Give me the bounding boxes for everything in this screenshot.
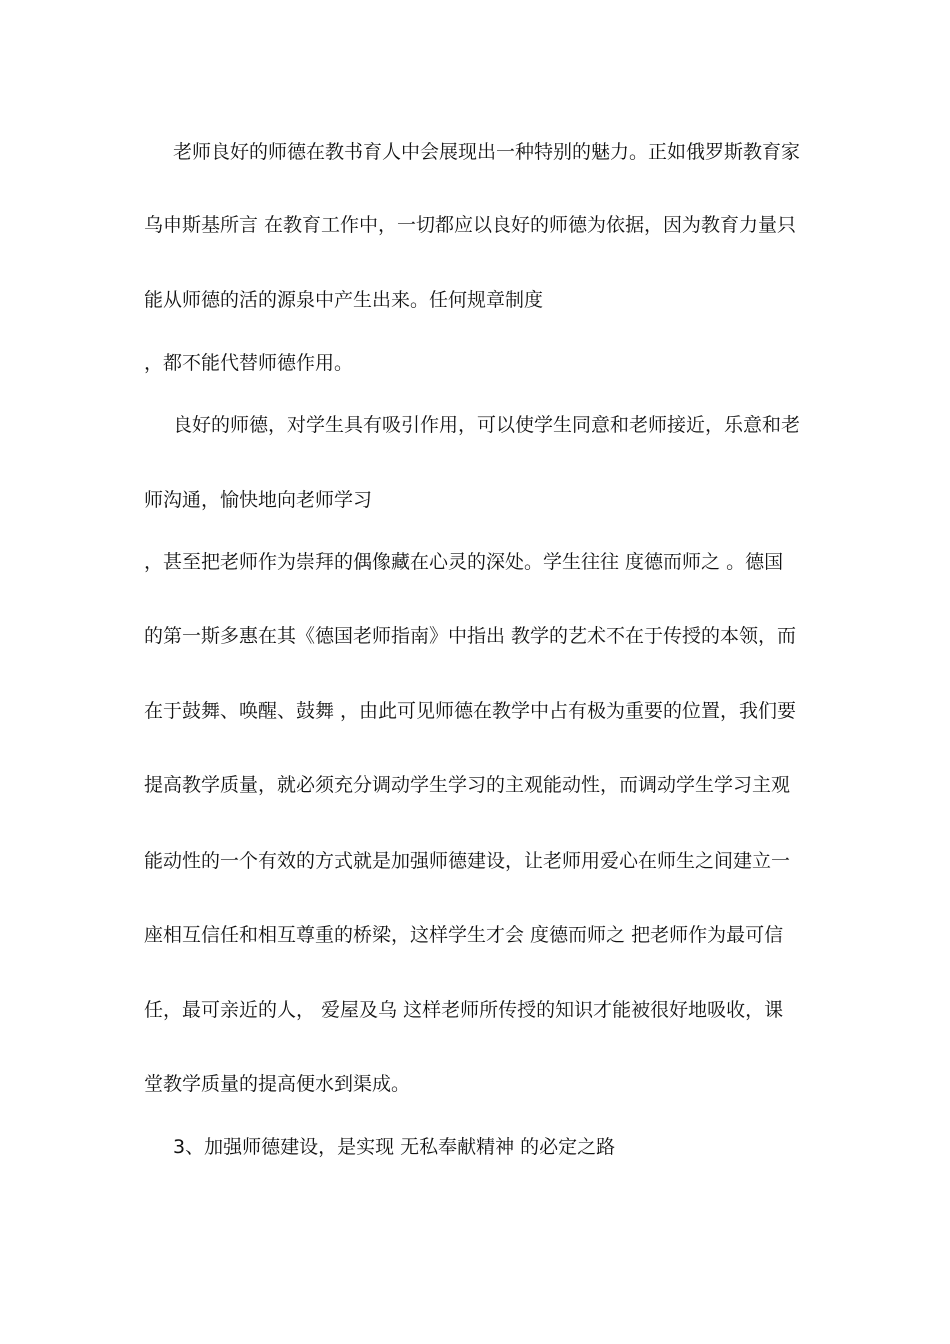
- paragraph-line: 能从师德的活的源泉中产生出来。任何规章制度: [144, 289, 544, 311]
- paragraph-line: 在于鼓舞、唤醒、鼓舞 ，由此可见师德在教学中占有极为重要的位置，我们要: [144, 700, 797, 722]
- paragraph-line: ，都不能代替师德作用。: [144, 352, 354, 374]
- paragraph-line: 乌申斯基所言 在教育工作中，一切都应以良好的师德为依据，因为教育力量只: [144, 214, 797, 236]
- paragraph-line: 任，最可亲近的人， 爱屋及乌 这样老师所传授的知识才能被很好地吸收，课: [144, 999, 784, 1021]
- paragraph-line: 老师良好的师德在教书育人中会展现出一种特别的魅力。正如俄罗斯教育家: [173, 141, 801, 163]
- paragraph-line: 座相互信任和相互尊重的桥梁，这样学生才会 度德而师之 把老师作为最可信: [144, 924, 784, 946]
- paragraph-line: 提高教学质量，就必须充分调动学生学习的主观能动性，而调动学生学习主观: [144, 774, 791, 796]
- paragraph-line: 的第一斯多惠在其《德国老师指南》中指出 教学的艺术不在于传授的本领，而: [144, 625, 797, 647]
- paragraph-line: 师沟通，愉快地向老师学习: [144, 489, 373, 511]
- paragraph-line: ，甚至把老师作为崇拜的偶像藏在心灵的深处。学生往往 度德而师之 。德国: [144, 551, 784, 573]
- section-heading: 3、加强师德建设，是实现 无私奉献精神 的必定之路: [173, 1136, 616, 1158]
- paragraph-line: 良好的师德，对学生具有吸引作用，可以使学生同意和老师接近，乐意和老: [173, 414, 801, 436]
- paragraph-line: 能动性的一个有效的方式就是加强师德建设，让老师用爱心在师生之间建立一: [144, 850, 791, 872]
- paragraph-line: 堂教学质量的提高便水到渠成。: [144, 1073, 411, 1095]
